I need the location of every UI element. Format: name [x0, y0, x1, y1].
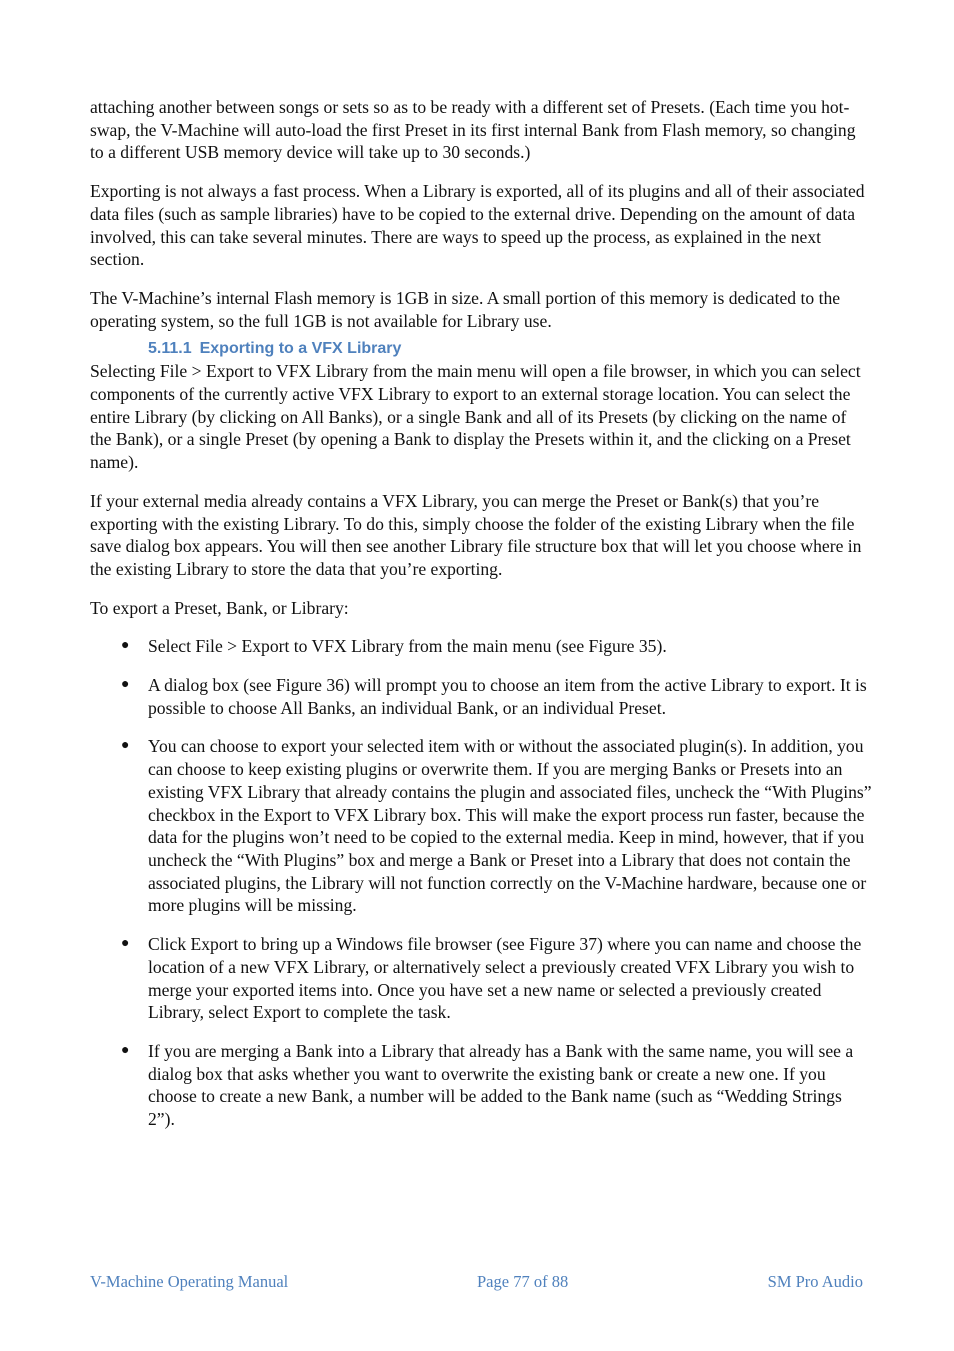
section-heading: [148, 338, 872, 360]
bullet-icon: ●: [121, 677, 130, 693]
section-title: Exporting to a VFX Library: [199, 340, 402, 358]
list-item-text: Select File > Export to VFX Library from the main menu (see Figure 35).: [148, 636, 667, 657]
bullet-icon: ●: [121, 1042, 130, 1058]
body-paragraph: The V-Machine’s internal Flash memory is 1GB in size. A small portion of this memory is dedicated to the operating system, so the full 1GB is not available for Library use.: [90, 287, 841, 331]
body-paragraph: If your external media already contains a VFX Library, you can merge the Preset or Bank(s) that you’re exporting with the existing Library. To do this, simply choose the folder of the existing Library when the file save dialog box appears. You will then see another Library file structure box that will let you choose where in the existing Library to store the data that you’re exporting.: [90, 490, 862, 579]
list-item-text: Click Export to bring up a Windows file browser (see Figure 37) where you can name and choose the location of a new VFX Library, or alternatively select a previously created VFX Library you wish to merge your exported items into. Once you have set a new name or selected a previously created Library, select Export to complete the task.: [148, 934, 862, 1023]
list-item: [90, 674, 872, 719]
body-paragraph: To export a Preset, Bank, or Library:: [90, 597, 349, 618]
list-item: [90, 635, 872, 658]
body-paragraph: attaching another between songs or sets so as to be ready with a different set of Presets. (Each time you hot-swap, the V-Machine will auto-load the first Preset in its first internal Bank from Flash memory, so changing to a different USB memory device will take up to 30 seconds.): [90, 97, 856, 163]
export-steps-list: [90, 635, 872, 1130]
section-number: 5.11.1: [148, 340, 192, 358]
list-item: [90, 1040, 872, 1131]
body-paragraph: Selecting File > Export to VFX Library from the main menu will open a file browser, in which you can select components of the currently active VFX Library to export to an external storage location. You can select the entire Library (by clicking on All Banks), or a single Bank and all of its Presets (by clicking on the name of the Bank), or a single Preset (by opening a Bank to display the Presets within it, and the clicking on a Preset name).: [90, 361, 861, 473]
bullet-icon: ●: [121, 738, 130, 754]
list-item-text: You can choose to export your selected item with or without the associated plugin(s). In addition, you can choose to keep existing plugins or overwrite them. If you are merging Banks or Presets into an existing VFX Library that already contains the plugin and associated files, uncheck the “With Plugins” checkbox in the Export to VFX Library box. This will make the export process run faster, because the data for the plugins won’t need to be copied to the external media. Keep in mind, however, that if you uncheck the “With Plugins” box and merge a Bank or Preset into a Library that does not contain the associated plugins, the Library will not function correctly on the V-Machine hardware, because one or more plugins will be missing.: [148, 736, 872, 916]
list-item-text: A dialog box (see Figure 36) will prompt you to choose an item from the active Library to export. It is possible to choose All Banks, an individual Bank, or an individual Preset.: [148, 675, 867, 718]
list-item: [90, 933, 872, 1024]
list-item: [90, 735, 872, 917]
page-content: [90, 96, 872, 1147]
body-paragraph: Exporting is not always a fast process. When a Library is exported, all of its plugins and all of their associated data files (such as sample libraries) have to be copied to the external drive. Depending on the amount of data involved, this can take several minutes. There are ways to speed up the process, as explained in the next section.: [90, 181, 865, 270]
footer-page-number: Page 77 of 88: [477, 1272, 569, 1291]
bullet-icon: ●: [121, 936, 130, 952]
footer-manual-title: V-Machine Operating Manual: [90, 1272, 289, 1291]
bullet-icon: ●: [121, 638, 130, 654]
footer-company: SM Pro Audio: [767, 1272, 863, 1291]
list-item-text: If you are merging a Bank into a Library that already has a Bank with the same name, you will see a dialog box that asks whether you want to overwrite the existing bank or create a new one. If you choose to create a new Bank, a number will be added to the Bank name (such as “Wedding Strings 2”).: [148, 1040, 854, 1130]
